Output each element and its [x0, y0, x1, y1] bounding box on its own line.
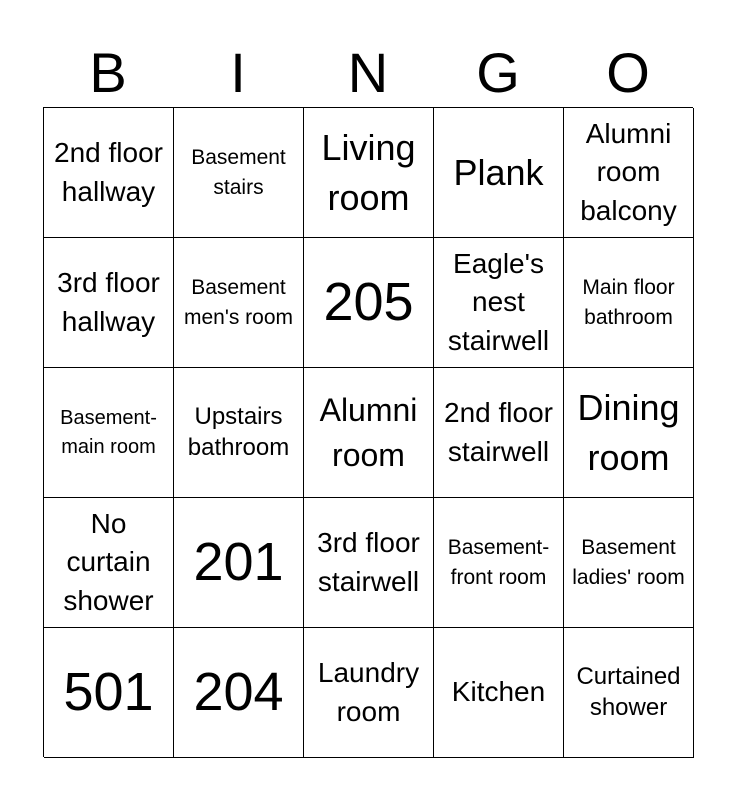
- cell-label: Curtained shower: [576, 662, 681, 721]
- header-letter-o: O: [606, 41, 650, 104]
- cell-label: Alumni room: [319, 391, 418, 473]
- cell-label: Plank: [453, 151, 544, 193]
- bingo-cell[interactable]: [564, 498, 694, 628]
- cell-label: Basement stairs: [191, 145, 286, 199]
- bingo-cell[interactable]: [564, 368, 694, 498]
- cell-label: Basement- front room: [447, 535, 550, 589]
- bingo-cell[interactable]: [434, 368, 564, 498]
- bingo-cell[interactable]: [174, 108, 304, 238]
- bingo-cell[interactable]: [174, 368, 304, 498]
- cell-label: 201: [193, 531, 284, 592]
- cell-label: Alumni room balcony: [580, 117, 677, 226]
- bingo-cell[interactable]: [434, 108, 564, 238]
- cell-label: Eagle's nest stairwell: [447, 247, 550, 356]
- bingo-header: [43, 38, 693, 108]
- bingo-cell[interactable]: [564, 108, 694, 238]
- bingo-cell[interactable]: [304, 628, 434, 758]
- cell-label: Dining room: [577, 386, 680, 478]
- bingo-cell[interactable]: [174, 238, 304, 368]
- bingo-cell[interactable]: [434, 628, 564, 758]
- cell-label: Laundry room: [317, 656, 420, 727]
- cell-label: 2nd floor hallway: [54, 136, 163, 207]
- cell-label: Basement men's room: [183, 275, 294, 329]
- bingo-cell[interactable]: [564, 238, 694, 368]
- bingo-cell[interactable]: [44, 368, 174, 498]
- cell-label: 3rd floor hallway: [57, 266, 160, 337]
- cell-label: Basement ladies' room: [572, 535, 685, 589]
- cell-label: No curtain shower: [63, 507, 154, 616]
- cell-label: Upstairs bathroom: [187, 402, 290, 461]
- header-letter-n: N: [347, 41, 389, 104]
- header-letter-g: G: [476, 41, 520, 104]
- bingo-cell[interactable]: [44, 238, 174, 368]
- cell-label: 204: [193, 661, 284, 722]
- bingo-cell[interactable]: [304, 108, 434, 238]
- cell-label: Main floor bathroom: [582, 275, 675, 329]
- bingo-cell[interactable]: [304, 498, 434, 628]
- cell-label: Living room: [321, 126, 416, 218]
- bingo-cell[interactable]: [174, 628, 304, 758]
- bingo-cell[interactable]: [564, 628, 694, 758]
- header-letter-i: I: [230, 41, 246, 104]
- cell-label: 501: [63, 661, 154, 722]
- bingo-cell[interactable]: [304, 368, 434, 498]
- header-letter-b: B: [89, 41, 127, 104]
- bingo-cell[interactable]: [44, 498, 174, 628]
- bingo-grid: [43, 107, 693, 757]
- cell-label: Basement- main room: [60, 406, 157, 458]
- bingo-cell[interactable]: [434, 238, 564, 368]
- bingo-cell[interactable]: [304, 238, 434, 368]
- cell-label: 3rd floor stairwell: [317, 526, 420, 597]
- cell-label: 205: [323, 271, 414, 332]
- bingo-cell[interactable]: [44, 628, 174, 758]
- bingo-cell[interactable]: [434, 498, 564, 628]
- cell-label: Kitchen: [451, 676, 546, 708]
- bingo-cell[interactable]: [174, 498, 304, 628]
- cell-label: 2nd floor stairwell: [444, 396, 553, 467]
- bingo-cell[interactable]: [44, 108, 174, 238]
